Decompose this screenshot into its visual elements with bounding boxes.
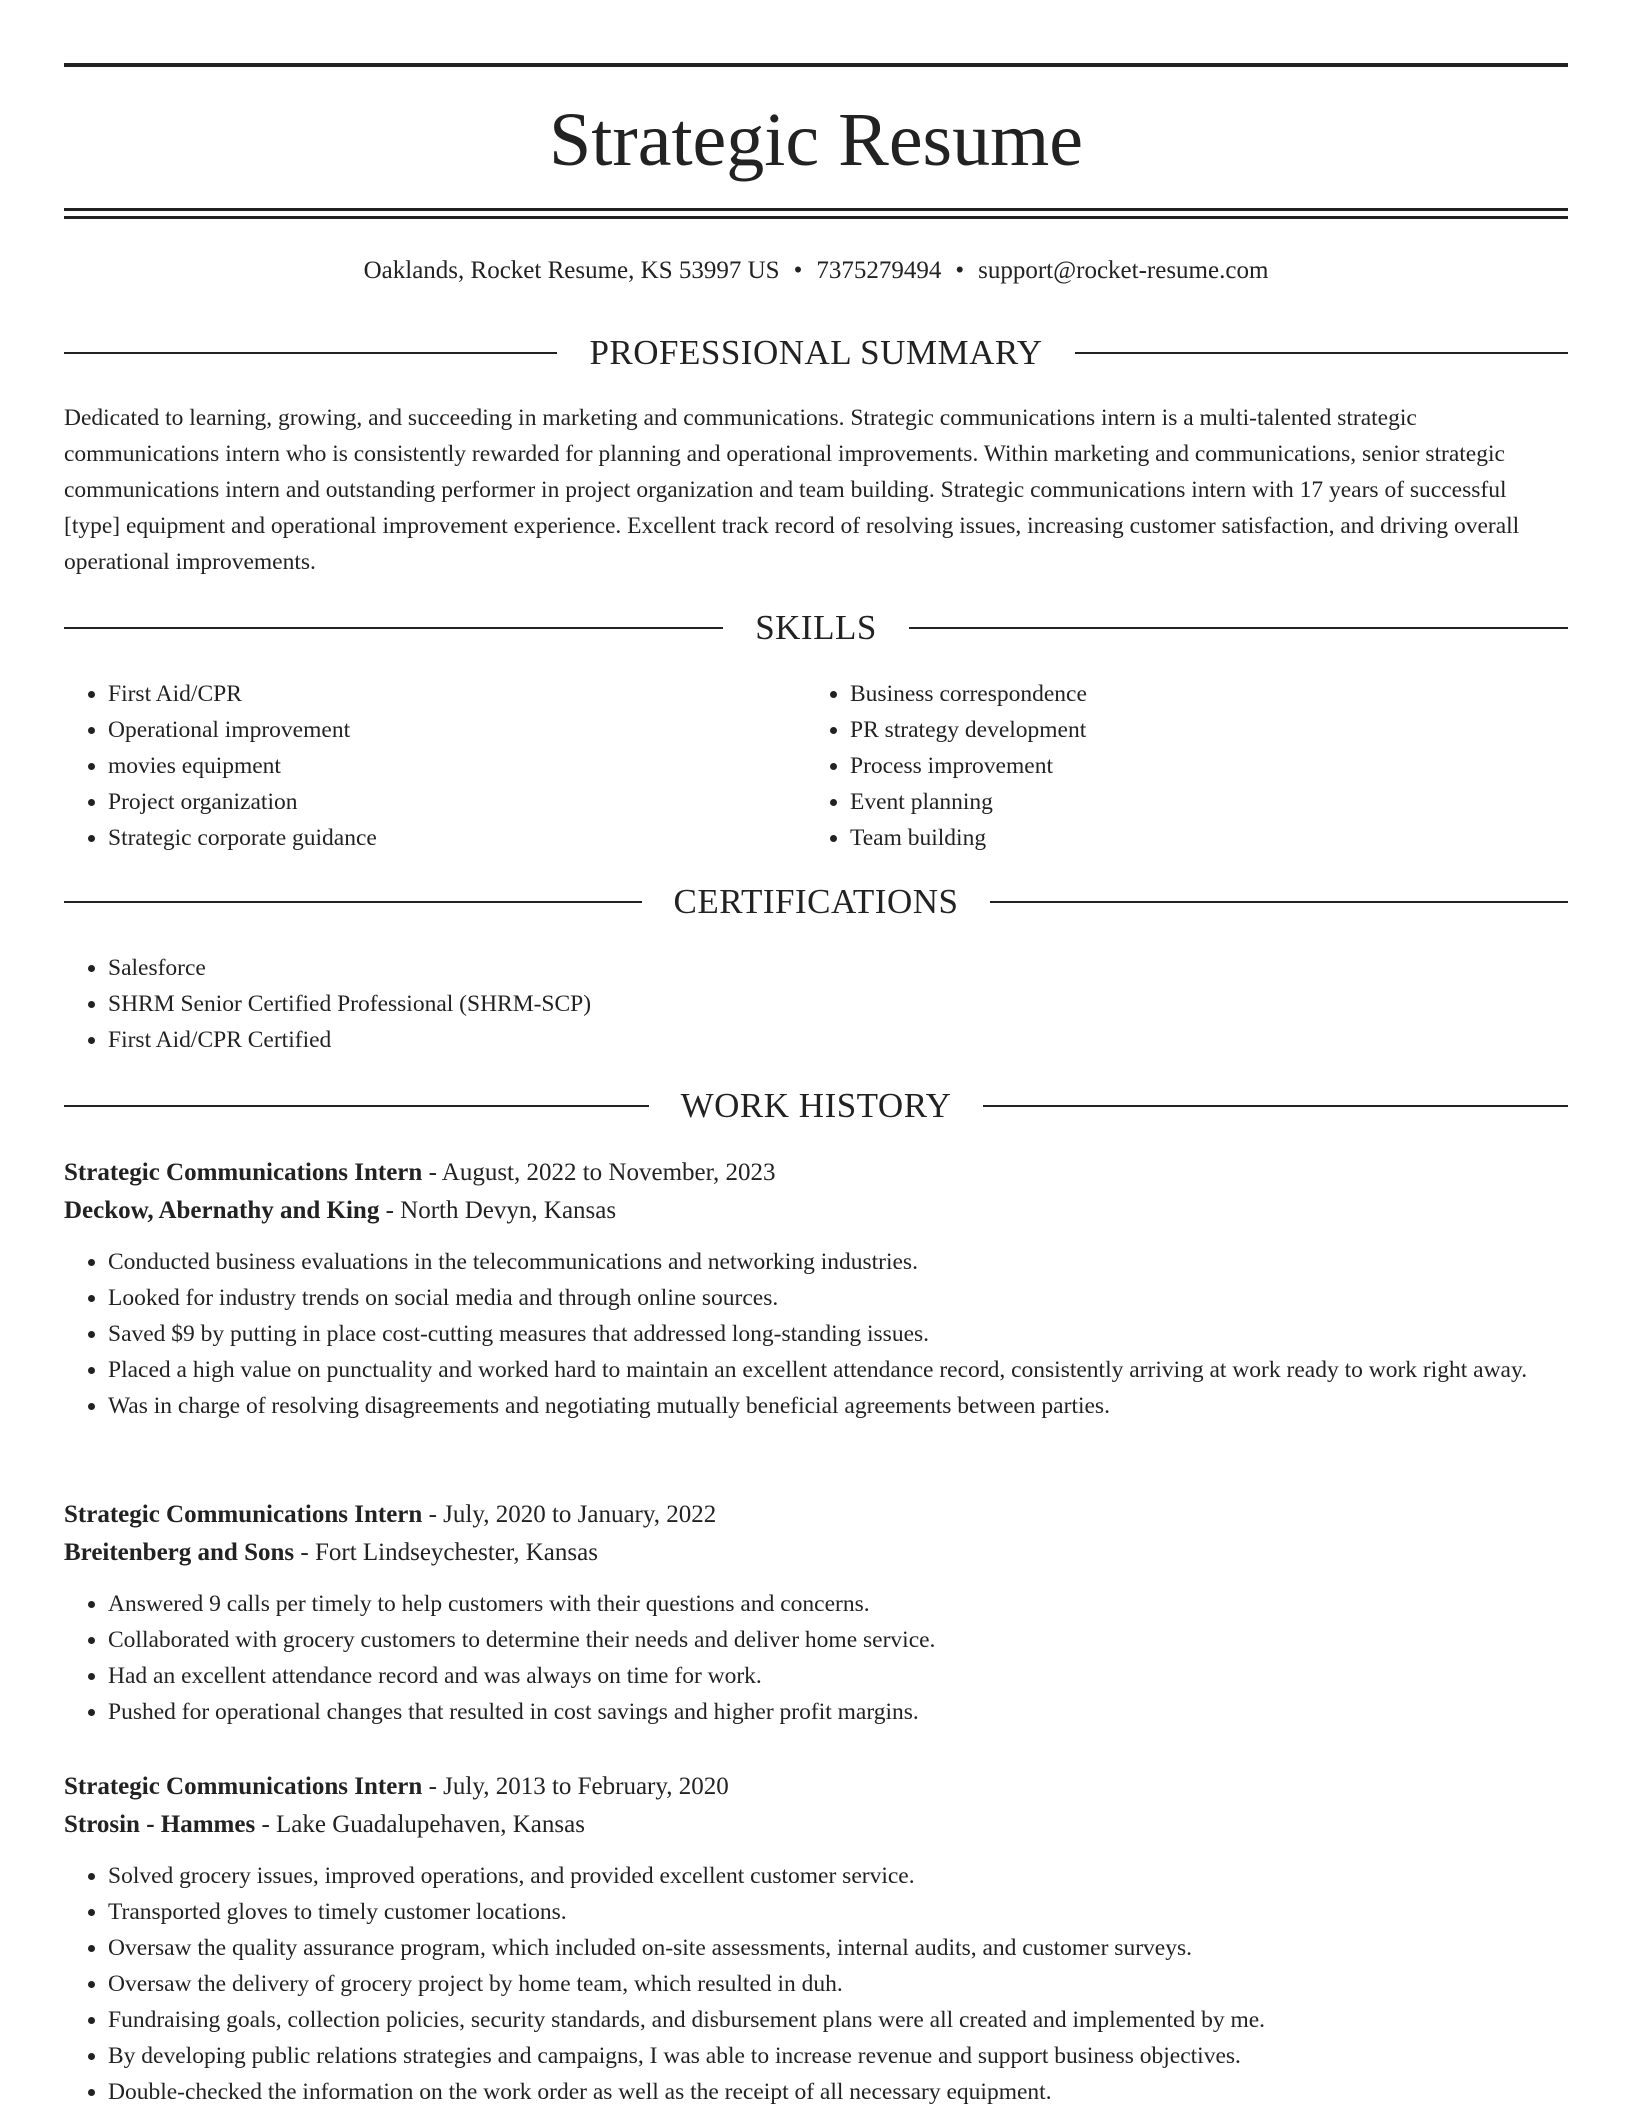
job-duties-list xyxy=(64,1244,1568,1424)
summary-text: Dedicated to learning, growing, and succeeding in marketing and communications. Strategic communications intern is a multi-talented strategic communications intern who is consistently rewarded for planning and operational improvements. Within marketing and communications, senior strategic communications intern and outstanding performer in project organization and team building. Strategic communications intern with 17 years of successful [type] equipment and operational improvement experience. Excellent track record of resolving issues, increasing customer satisfaction, and driving overall operational improvements. xyxy=(64,405,1520,575)
job-duty: • Placed a high value on punctuality and worked hard to maintain an excellent attendance record, consistently arriving at work ready to work right away. xyxy=(108,1352,1568,1388)
job-duties-list xyxy=(64,1858,1568,2110)
job-duty: • Saved $9 by putting in place cost-cutting measures that addressed long-standing issues. xyxy=(108,1316,1568,1352)
job-company-line xyxy=(64,1192,1568,1230)
contact-phone: 7375279494 xyxy=(816,257,942,284)
skills-list-right xyxy=(806,676,1546,856)
skill-item: • Process improvement xyxy=(850,748,1546,784)
job-title: Strategic Communications Intern xyxy=(64,1773,423,1800)
job-title: Strategic Communications Intern xyxy=(64,1159,423,1186)
job-duty: • Solved grocery issues, improved operations, and provided excellent customer service. xyxy=(108,1858,1568,1894)
skill-item: • Event planning xyxy=(850,784,1546,820)
section-rule xyxy=(64,901,642,903)
section-header-certifications xyxy=(64,880,1568,924)
section-rule xyxy=(1075,352,1568,354)
contact-email: support@rocket-resume.com xyxy=(978,257,1269,284)
title-rule-lower xyxy=(64,216,1568,219)
contact-separator: • xyxy=(793,257,803,284)
job-duties-list xyxy=(64,1586,1568,1730)
job-duty: • Conducted business evaluations in the telecommunications and networking industries. xyxy=(108,1244,1568,1280)
skill-item: • Project organization xyxy=(108,784,804,820)
job-title-line xyxy=(64,1496,1568,1534)
job-title: Strategic Communications Intern xyxy=(64,1501,423,1528)
job-duty: • Oversaw the quality assurance program, which included on-site assessments, internal audits, and customer surveys. xyxy=(108,1930,1568,1966)
section-rule xyxy=(64,627,723,629)
job-company: Strosin - Hammes xyxy=(64,1811,256,1838)
job-company: Deckow, Abernathy and King xyxy=(64,1197,380,1224)
title-rule-upper xyxy=(64,208,1568,211)
job-duty: • Was in charge of resolving disagreements and negotiating mutually beneficial agreements between parties. xyxy=(108,1388,1568,1424)
job-duty: • Oversaw the delivery of grocery project by home team, which resulted in duh. xyxy=(108,1966,1568,2002)
job-company-line xyxy=(64,1806,1568,1844)
certification-item: • Salesforce xyxy=(108,950,1568,986)
skill-item: • First Aid/CPR xyxy=(108,676,804,712)
job-duty: • Answered 9 calls per timely to help customers with their questions and concerns. xyxy=(108,1586,1568,1622)
top-rule xyxy=(64,63,1568,67)
job-dates: - July, 2020 to January, 2022 xyxy=(422,1501,717,1528)
job-entry xyxy=(64,1496,1568,1730)
skills-column-right xyxy=(806,676,1546,856)
certifications-list xyxy=(64,950,1568,1058)
job-dates: - July, 2013 to February, 2020 xyxy=(422,1773,729,1800)
skills-column-left xyxy=(64,676,804,856)
skill-item: • movies equipment xyxy=(108,748,804,784)
job-duty: • Transported gloves to timely customer locations. xyxy=(108,1894,1568,1930)
job-title-line xyxy=(64,1768,1568,1806)
job-duty: • Collaborated with grocery customers to determine their needs and deliver home service. xyxy=(108,1622,1568,1658)
skill-item: • PR strategy development xyxy=(850,712,1546,748)
skill-item: • Strategic corporate guidance xyxy=(108,820,804,856)
job-entry xyxy=(64,1154,1568,1424)
section-title-work-history: WORK HISTORY xyxy=(680,1086,952,1125)
section-rule xyxy=(983,1105,1568,1107)
section-rule xyxy=(909,627,1568,629)
job-duty: • By developing public relations strategies and campaigns, I was able to increase revenue and support business objectives. xyxy=(108,2038,1568,2074)
job-location: - Fort Lindseychester, Kansas xyxy=(294,1539,598,1566)
skill-item: • Team building xyxy=(850,820,1546,856)
section-header-summary xyxy=(64,331,1568,375)
job-duty: • Pushed for operational changes that resulted in cost savings and higher profit margins. xyxy=(108,1694,1568,1730)
skill-item: • Operational improvement xyxy=(108,712,804,748)
contact-address: Oaklands, Rocket Resume, KS 53997 US xyxy=(363,257,780,284)
resume-title: Strategic Resume xyxy=(549,98,1083,182)
job-duty: • Looked for industry trends on social media and through online sources. xyxy=(108,1280,1568,1316)
section-rule xyxy=(64,352,557,354)
contact-separator: • xyxy=(955,257,965,284)
job-entry xyxy=(64,1768,1568,2110)
section-title-summary: PROFESSIONAL SUMMARY xyxy=(589,333,1043,372)
certifications-block xyxy=(64,950,1568,1058)
job-location: - North Devyn, Kansas xyxy=(379,1197,617,1224)
section-title-certifications: CERTIFICATIONS xyxy=(673,882,959,921)
section-rule xyxy=(990,901,1568,903)
skills-list-left xyxy=(64,676,804,856)
section-rule xyxy=(64,1105,649,1107)
certification-item: • SHRM Senior Certified Professional (SHRM-SCP) xyxy=(108,986,1568,1022)
section-header-work-history xyxy=(64,1084,1568,1128)
section-title-skills: SKILLS xyxy=(755,608,877,647)
job-duty: • Had an excellent attendance record and was always on time for work. xyxy=(108,1658,1568,1694)
skill-item: • Business correspondence xyxy=(850,676,1546,712)
certification-item: • First Aid/CPR Certified xyxy=(108,1022,1568,1058)
job-title-line xyxy=(64,1154,1568,1192)
job-company-line xyxy=(64,1534,1568,1572)
contact-line xyxy=(64,254,1568,288)
job-duty: • Double-checked the information on the work order as well as the receipt of all necessary equipment. xyxy=(108,2074,1568,2110)
job-location: - Lake Guadalupehaven, Kansas xyxy=(255,1811,585,1838)
job-duty: • Fundraising goals, collection policies, security standards, and disbursement plans were all created and implemented by me. xyxy=(108,2002,1568,2038)
job-dates: - August, 2022 to November, 2023 xyxy=(422,1159,776,1186)
job-company: Breitenberg and Sons xyxy=(64,1539,295,1566)
section-header-skills xyxy=(64,606,1568,650)
